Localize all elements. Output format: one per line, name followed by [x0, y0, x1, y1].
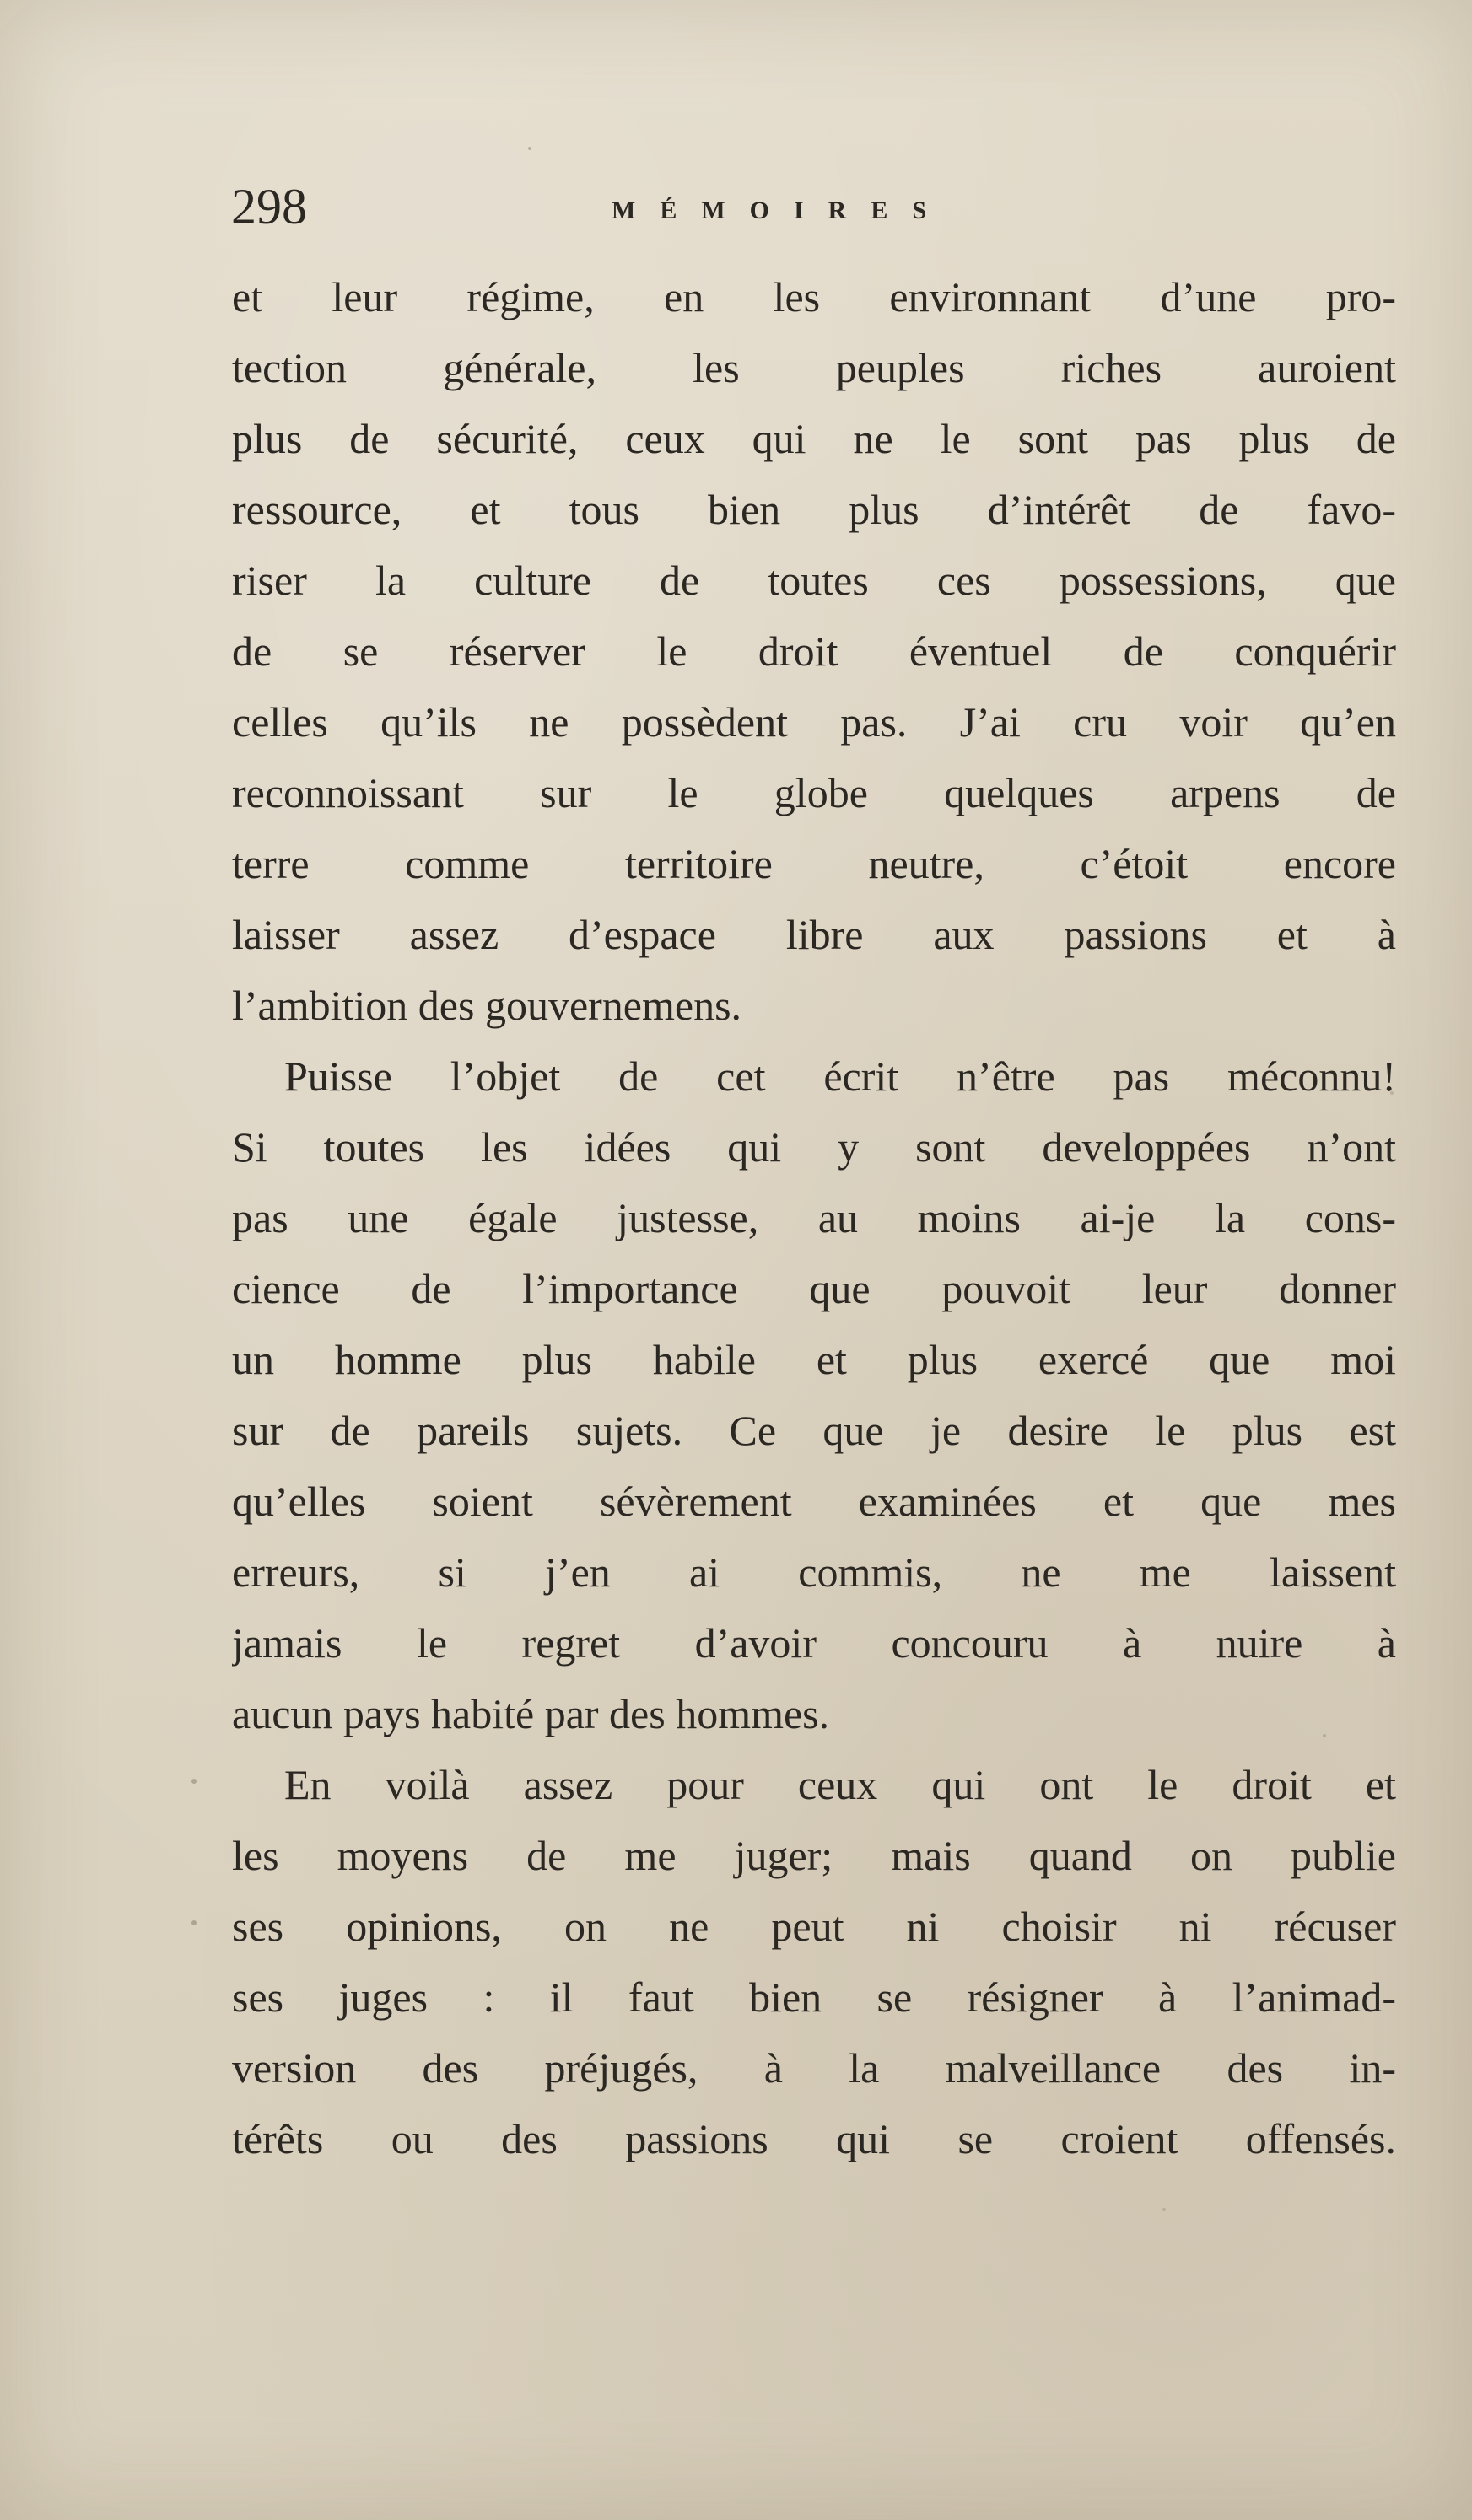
text-line: un homme plus habile et plus exercé que moi — [232, 1336, 1396, 1383]
text-line: ses juges : il faut bien se résigner à l’animad- — [232, 1973, 1396, 2021]
text-line: sur de pareils sujets. Ce que je desire le plus est — [232, 1407, 1396, 1454]
text-line: aucun pays habité par des hommes. — [232, 1690, 830, 1737]
text-line: reconnoissant sur le globe quelques arpens de — [232, 769, 1396, 816]
page-number: 298 — [231, 179, 307, 234]
text-line: jamais le regret d’avoir concouru à nuire à — [232, 1619, 1396, 1667]
text-line: cience de l’importance que pouvoit leur donner — [232, 1265, 1396, 1312]
body-text — [232, 261, 1396, 2167]
text-line: riser la culture de toutes ces possessions, que — [232, 557, 1396, 604]
text-line: En voilà assez pour ceux qui ont le droit et — [284, 1761, 1396, 1808]
text-line: l’ambition des gouvernemens. — [232, 982, 742, 1029]
speck — [191, 1779, 197, 1784]
text-line: tection générale, les peuples riches auroient — [232, 344, 1396, 391]
text-line: térêts ou des passions qui se croient offensés. — [232, 2115, 1396, 2162]
speck — [191, 1920, 197, 1925]
running-head: MÉMOIRES — [612, 197, 952, 224]
text-line: de se réserver le droit éventuel de conquérir — [232, 627, 1396, 675]
text-line: Si toutes les idées qui y sont developpées n’ont — [232, 1123, 1396, 1171]
speck — [1162, 2208, 1166, 2211]
text-line: version des préjugés, à la malveillance des in- — [232, 2044, 1396, 2092]
text-line: et leur régime, en les environnant d’une pro- — [232, 273, 1396, 320]
text-line: ressource, et tous bien plus d’intérêt de favo- — [232, 486, 1396, 533]
text-line: pas une égale justesse, au moins ai-je la cons- — [232, 1194, 1396, 1241]
text-line: erreurs, si j’en ai commis, ne me laissent — [232, 1548, 1396, 1596]
text-line: plus de sécurité, ceux qui ne le sont pas plus de — [232, 415, 1396, 462]
text-line: celles qu’ils ne possèdent pas. J’ai cru voir qu’en — [232, 698, 1396, 746]
text-line: ses opinions, on ne peut ni choisir ni récuser — [232, 1903, 1396, 1950]
text-line: qu’elles soient sévèrement examinées et que mes — [232, 1478, 1396, 1525]
text-line: Puisse l’objet de cet écrit n’être pas méconnu! — [284, 1053, 1396, 1100]
text-line: laisser assez d’espace libre aux passions et à — [232, 911, 1396, 958]
text-line: les moyens de me juger; mais quand on publie — [232, 1832, 1396, 1879]
speck — [528, 147, 531, 150]
text-line: terre comme territoire neutre, c’étoit encore — [232, 840, 1396, 887]
page-header — [228, 173, 1392, 240]
